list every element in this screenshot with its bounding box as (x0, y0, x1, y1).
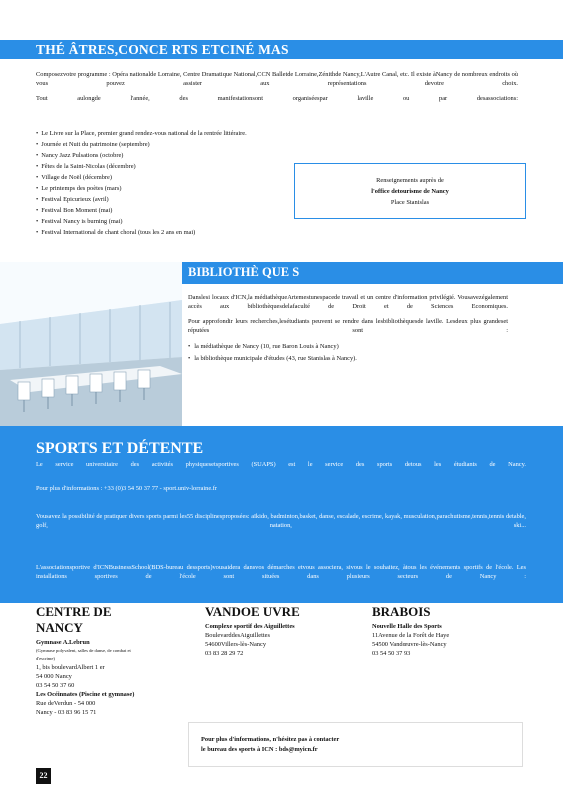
list-item: • Village de Noël (décembre) (36, 172, 376, 183)
venue-address: 11Avenue de la Forêt de Haye (372, 632, 450, 639)
venue-title: BRABOIS (372, 604, 431, 619)
sports-paragraph-1: Le service universitaire des activités physiquesetsportives (SUAPS) est le service des sports detous les étudiants de Nancy. (36, 461, 526, 468)
theatre-paragraph-1: Composezvotre programme : Opéra nationalde Lorraine, Centre Dramatique National,CCN Balletde Lorraine,Zénithde Nancy,L'Autre Canal, etc. Il existe àNancy de nombreux endroits où vous pouvez assister aux représentations devotre choix. (36, 71, 518, 87)
contact-box (188, 722, 523, 767)
library-list (188, 341, 508, 365)
theatre-header-band (0, 40, 563, 59)
venue-address: 1, bis boulevardAlbert 1 er (36, 664, 105, 671)
info-box-line-2: l'office detourisme de Nancy (371, 188, 449, 195)
tourism-info-box (294, 163, 526, 219)
list-item: • Nancy Jazz Pulsations (octobre) (36, 150, 376, 161)
list-item: • Festival Bon Moment (mai) (36, 205, 376, 216)
venue-city: 54600Villers-lès-Nancy (205, 641, 267, 648)
sports-paragraph-2: Vousavez la possibilité de pratiquer divers sports parmi les55 disciplinesproposées: aïkido, badminton,basket, danse, escalade, escrime, kayak, musculation,parachutisme,tennis,tennis detable, golf, natation, ski... (36, 513, 526, 529)
venue-name-2: Les Océinnates (Piscine et gymnase) (36, 691, 135, 698)
list-item: • la bibliothèque municipale d'études (43, rue Stanislas à Nancy). (188, 353, 508, 365)
venue-city: 54500 Vandœuvre-lès-Nancy (372, 641, 447, 648)
list-item: • Festival International de chant choral (tous les 2 ans en mai) (36, 227, 376, 238)
theatre-title: THÉ ÂTRES,CONCE RTS ETCINÉ MAS (36, 42, 289, 57)
library-title: BIBLIOTHÈ QUE S (188, 265, 300, 279)
library-content (188, 293, 508, 365)
venue-description: (Gymnase polyvalent, salles de danse, de combat et d'escrime) (36, 648, 131, 661)
list-item: • Le Livre sur la Place, premier grand rendez-vous national de la rentrée littéraire. (36, 128, 376, 139)
venue-column-vandoeuvre (205, 604, 317, 658)
info-box-line-1: Renseignements auprès de (376, 177, 444, 184)
venue-name: Nouvelle Halle des Sports (372, 623, 442, 630)
info-box-line-3: Place Stanislas (390, 199, 430, 206)
venue-phone: 03 54 50 37 60 (36, 682, 75, 689)
list-item: • la médiathèque de Nancy (10, rue Baron Louis à Nancy) (188, 341, 508, 353)
venue-address: BoulevarddesAiguillettes (205, 632, 270, 639)
theatre-intro (36, 70, 518, 109)
library-photo (0, 262, 182, 426)
library-paragraph-1: Danslesi locaux d'ICN,la médiathèqueArtemestunespacede travail et un centre d'information privilégié. Vousavezégalement accès aux bibliothèquesdelafaculté de Droit et de Sciences Economiques. (188, 294, 508, 310)
theatre-paragraph-2: Tout aulongde l'année, des manifestationsont organiséespar laville ou par desassociations: (36, 95, 518, 102)
venue-column-brabois (372, 604, 492, 658)
sports-band (0, 426, 563, 603)
contact-line-2: le bureau des sports à ICN : bds@myicn.fr (201, 746, 318, 753)
venue-title: VANDOE UVRE (205, 604, 300, 619)
sports-title: SPORTS ET DÉTENTE (36, 440, 204, 457)
library-paragraph-2: Pour approfondir leurs recherches,lesétudiants peuvent se rendre dans lesbibliothèquesde laville. Lesdeux plus grandeset réputées sont : (188, 318, 508, 334)
sports-paragraph-3: L'associationsportive d'ICNBusinessSchool(BDS-bureau dessports)vousaidera dansvos démarches etvous associera, sivous le souhaitez, àtous les événements sportifs de l'école. Les installations sportives de l'école sont situées dans plusieurs secteurs de Nancy : (36, 564, 526, 580)
list-item: • Journée et Nuit du patrimoine (septembre) (36, 139, 376, 150)
venue-city: 54 000 Nancy (36, 673, 72, 680)
library-room-illustration (0, 262, 182, 426)
library-header-band (182, 262, 563, 284)
venue-title: CENTRE DE NANCY (36, 604, 112, 635)
venue-column-centre (36, 604, 148, 717)
venue-city-2: Nancy - 03 83 96 15 71 (36, 709, 97, 716)
venue-name: Complexe sportif des Aiguillettes (205, 623, 295, 630)
venue-name: Gymnase A.Lebrun (36, 639, 90, 646)
venue-phone: 03 83 28 29 72 (205, 650, 244, 657)
list-item: • Le printemps des poètes (mars) (36, 183, 376, 194)
sports-paragraph-1b: Pour plus d'informations : +33 (0)3 54 50 37 77 - sport.univ-lorraine.fr (36, 485, 218, 492)
list-item: • Festival Nancy is burning (mai) (36, 216, 376, 227)
page-number: 22 (36, 768, 51, 784)
contact-line-1: Pour plus d'informations, n'hésitez pas à contacter (201, 736, 340, 743)
venue-address-2: Rue deVerdun - 54 000 (36, 700, 96, 707)
list-item: • Fêtes de la Saint-Nicolas (décembre) (36, 161, 376, 172)
venue-phone: 03 54 50 37 93 (372, 650, 411, 657)
list-item: • Festival Epicurieux (avril) (36, 194, 376, 205)
